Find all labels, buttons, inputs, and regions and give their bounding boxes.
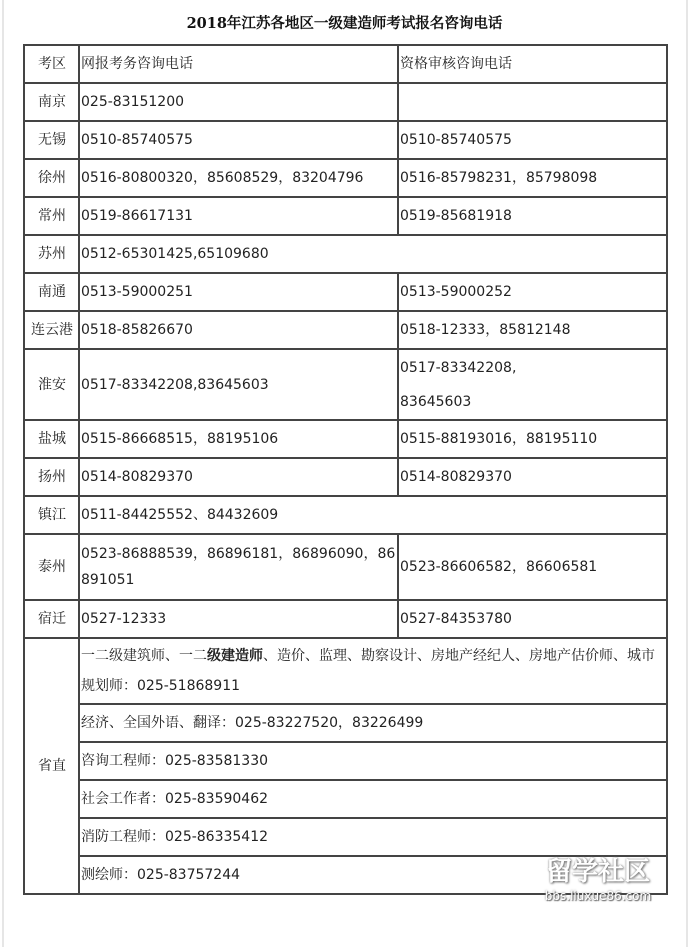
review-phone-cell: 0519-85681918	[398, 197, 667, 235]
provincial-item-text: 一二级建筑师、一二	[81, 648, 207, 664]
provincial-row	[24, 742, 667, 780]
review-phone-cell: 0527-84353780	[398, 600, 667, 638]
review-phone-cell	[398, 83, 667, 121]
merged-phone-cell: 0511-84425552、84432609	[79, 496, 667, 534]
review-phone-cell: 0514-80829370	[398, 458, 667, 496]
table-row	[24, 159, 667, 197]
table-row	[24, 496, 667, 534]
provincial-row	[24, 856, 667, 894]
page-title: 2018年江苏各地区一级建造师考试报名咨询电话	[186, 15, 503, 32]
review-phone-cell: 0518-12333，85812148	[398, 311, 667, 349]
online-phone-cell: 0513-59000251	[79, 273, 398, 311]
header-region: 考区	[24, 45, 79, 83]
table-row	[24, 235, 667, 273]
page-edge-left	[2, 0, 4, 947]
provincial-item: 咨询工程师：025-83581330	[79, 742, 667, 780]
region-cell: 常州	[24, 197, 79, 235]
review-phone-cell: 0523-86606582，86606581	[398, 534, 667, 600]
review-phone-cell: 0510-85740575	[398, 121, 667, 159]
table-row	[24, 273, 667, 311]
online-phone-cell: 0517-83342208,83645603	[79, 349, 398, 420]
region-cell: 南京	[24, 83, 79, 121]
review-phone-cell: 0513-59000252	[398, 273, 667, 311]
table-row	[24, 311, 667, 349]
review-phone-line: 83645603	[400, 393, 472, 410]
online-phone-cell: 0510-85740575	[79, 121, 398, 159]
provincial-item: 测绘师：025-83757244	[79, 856, 667, 894]
provincial-row	[24, 638, 667, 704]
region-cell: 无锡	[24, 121, 79, 159]
provincial-item-text: 、造价、监理、勘察设计、房地产经纪人、房地产估价师、城市规划师：025-51868911	[81, 648, 655, 694]
table-row	[24, 83, 667, 121]
provincial-item: 社会工作者：025-83590462	[79, 780, 667, 818]
online-phone-cell: 0516-80800320，85608529，83204796	[79, 159, 398, 197]
online-phone-cell: 0515-86668515，88195106	[79, 420, 398, 458]
provincial-row	[24, 704, 667, 742]
online-phone-cell: 0514-80829370	[79, 458, 398, 496]
table-row	[24, 349, 667, 420]
online-phone-cell: 0519-86617131	[79, 197, 398, 235]
region-cell: 省直	[24, 638, 79, 894]
page-edge-right	[686, 0, 688, 947]
provincial-row	[24, 780, 667, 818]
region-cell: 淮安	[24, 349, 79, 420]
table-row	[24, 121, 667, 159]
online-phone-cell: 0527-12333	[79, 600, 398, 638]
region-cell: 连云港	[24, 311, 79, 349]
header-review-phone: 资格审核咨询电话	[398, 45, 667, 83]
region-cell: 徐州	[24, 159, 79, 197]
review-phone-cell	[398, 349, 667, 420]
region-cell: 扬州	[24, 458, 79, 496]
table-row	[24, 420, 667, 458]
merged-phone-cell: 0512-65301425,65109680	[79, 235, 667, 273]
provincial-item	[79, 638, 667, 704]
online-phone-cell: 0518-85826670	[79, 311, 398, 349]
region-cell: 宿迁	[24, 600, 79, 638]
header-online-phone: 网报考务咨询电话	[79, 45, 398, 83]
provincial-item: 经济、全国外语、翻译：025-83227520，83226499	[79, 704, 667, 742]
region-cell: 镇江	[24, 496, 79, 534]
provincial-item-bold: 级建造师	[207, 648, 263, 664]
table-row	[24, 458, 667, 496]
table-row	[24, 197, 667, 235]
region-cell: 泰州	[24, 534, 79, 600]
provincial-item: 消防工程师：025-86335412	[79, 818, 667, 856]
watermark-site: bbs.liuxue86.com	[544, 889, 652, 903]
region-cell: 南通	[24, 273, 79, 311]
review-phone-cell: 0516-85798231，85798098	[398, 159, 667, 197]
table-row	[24, 534, 667, 600]
region-cell: 苏州	[24, 235, 79, 273]
region-cell: 盐城	[24, 420, 79, 458]
review-phone-line: 0517-83342208,	[400, 359, 517, 376]
online-phone-cell: 0523-86888539，86896181，86896090，86891051	[79, 534, 398, 600]
online-phone-cell: 025-83151200	[79, 83, 398, 121]
table-row	[24, 600, 667, 638]
contact-table	[23, 44, 668, 895]
review-phone-cell: 0515-88193016，88195110	[398, 420, 667, 458]
provincial-row	[24, 818, 667, 856]
table-header-row	[24, 45, 667, 83]
watermark-logo-text: 留学社区	[545, 857, 650, 887]
